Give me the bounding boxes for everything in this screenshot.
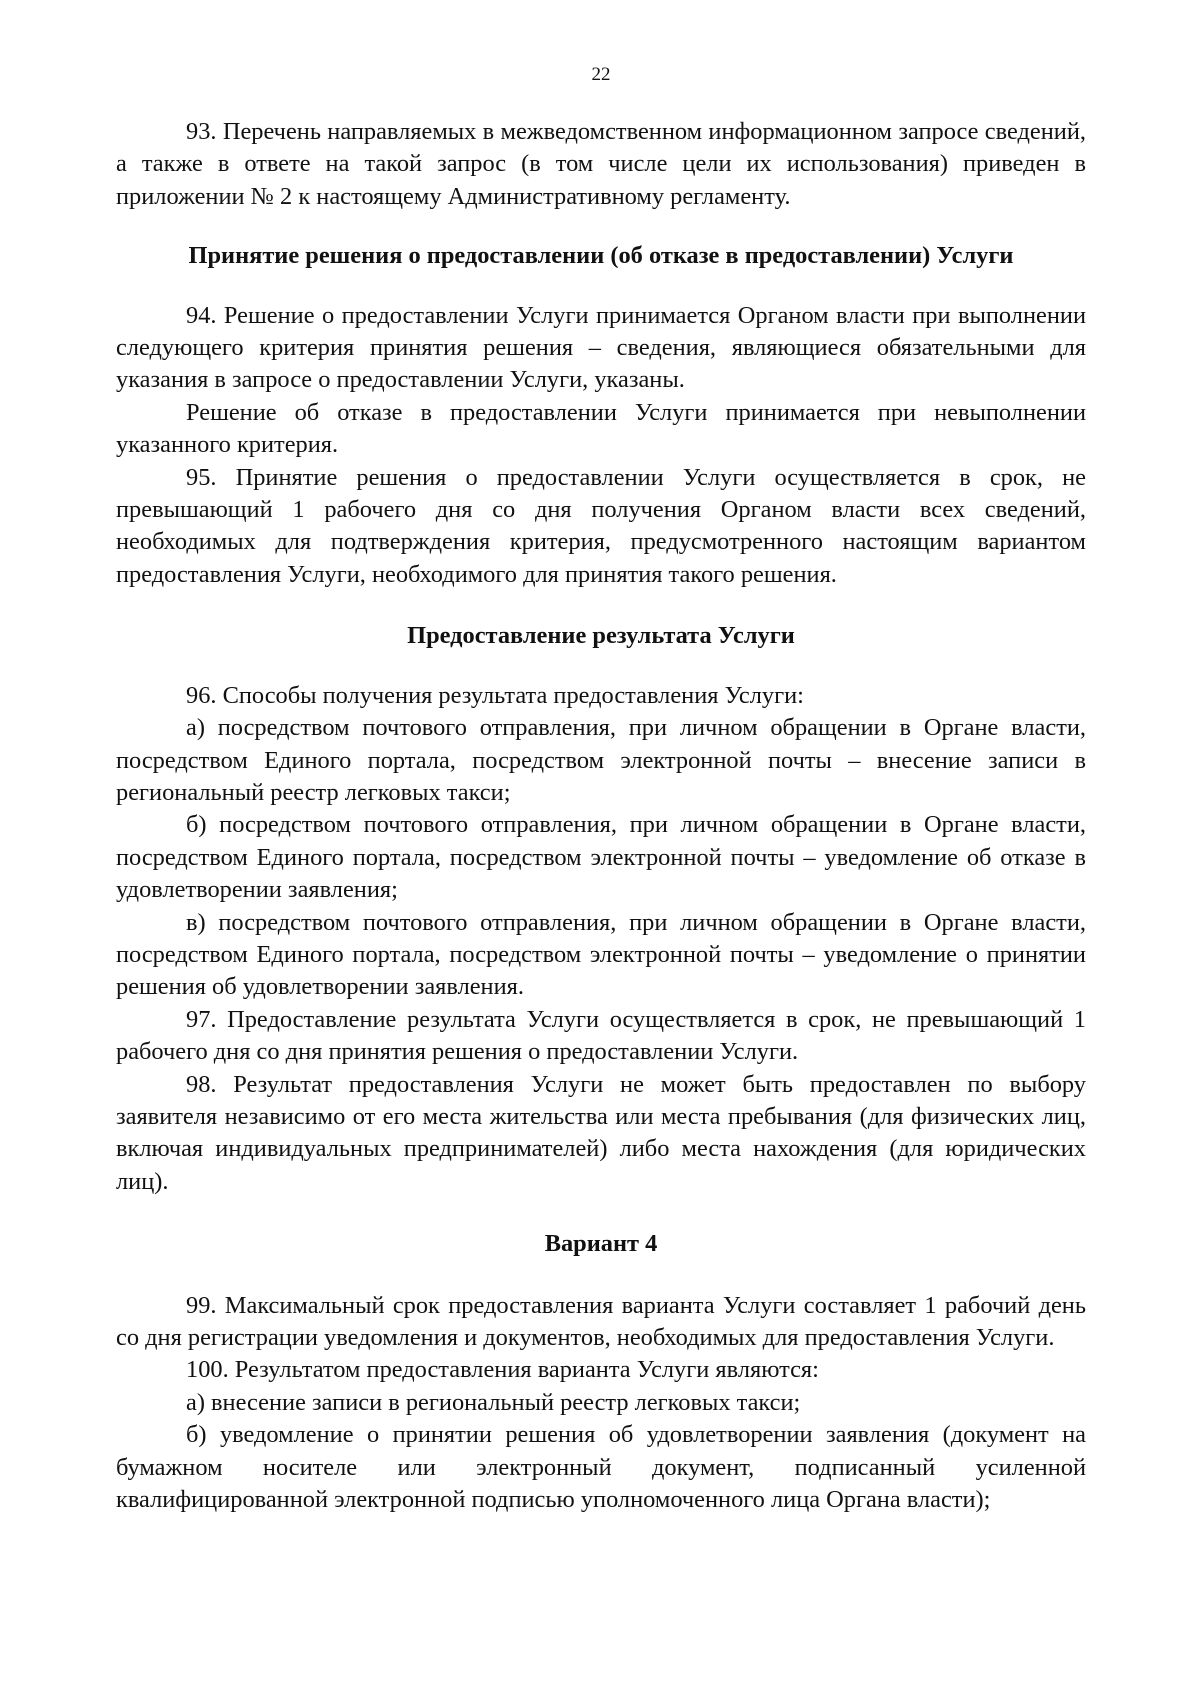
section-heading-result: Предоставление результата Услуги	[407, 622, 795, 650]
paragraph-94-refusal: Решение об отказе в предоставлении Услуги принимается при невыполнении указанного критерия.	[116, 398, 1086, 459]
paragraph-94: 94. Решение о предоставлении Услуги принимается Органом власти при выполнении следующего критерия принятия решения – сведения, являющиеся обязательными для указания в запросе о предоставлении Услуги, указаны.	[116, 301, 1086, 394]
paragraph-100-a: а) внесение записи в региональный реестр легковых такси;	[186, 1388, 801, 1416]
section-heading-variant-4: Вариант 4	[544, 1230, 658, 1258]
paragraph-95: 95. Принятие решения о предоставлении Услуги осуществляется в срок, не превышающий 1 рабочего дня со дня получения Органом власти всех сведений, необходимых для подтверждения критерия, предусмотренного настоящим вариантом предоставления Услуги, необходимого для принятия такого решения.	[116, 463, 1086, 588]
paragraph-98: 98. Результат предоставления Услуги не может быть предоставлен по выбору заявителя независимо от его места жительства или места пребывания (для физических лиц, включая индивидуальных предпринимателей) либо места нахождения (для юридических лиц).	[116, 1070, 1086, 1195]
paragraph-100-b: б) уведомление о принятии решения об удовлетворении заявления (документ на бумажном носителе или электронный документ, подписанный усиленной квалифицированной электронной подписью уполномоченного лица Органа власти);	[116, 1421, 1086, 1514]
page-number: 22	[591, 64, 611, 85]
section-heading-decision: Принятие решения о предоставлении (об отказе в предоставлении) Услуги	[188, 242, 1014, 270]
paragraph-100: 100. Результатом предоставления варианта Услуги являются:	[186, 1356, 819, 1384]
document-page	[116, 62, 1086, 1516]
paragraph-96-a: а) посредством почтового отправления, при личном обращении в Органе власти, посредством Единого портала, посредством электронной почты – внесение записи в региональный реестр легковых такси;	[116, 714, 1086, 806]
paragraph-97: 97. Предоставление результата Услуги осуществляется в срок, не превышающий 1 рабочего дня со дня принятия решения о предоставлении Услуги.	[116, 1005, 1086, 1066]
paragraph-96: 96. Способы получения результата предоставления Услуги:	[186, 681, 804, 709]
paragraph-96-b: б) посредством почтового отправления, при личном обращении в Органе власти, посредством Единого портала, посредством электронной почты – уведомление об отказе в удовлетворении заявления;	[116, 811, 1086, 904]
paragraph-93: 93. Перечень направляемых в межведомственном информационном запросе сведений, а также в ответе на такой запрос (в том числе цели их использования) приведен в приложении № 2 к настоящему Административному регламенту.	[116, 118, 1086, 210]
paragraph-99: 99. Максимальный срок предоставления варианта Услуги составляет 1 рабочий день со дня регистрации уведомления и документов, необходимых для предоставления Услуги.	[116, 1291, 1086, 1351]
paragraph-96-c: в) посредством почтового отправления, при личном обращении в Органе власти, посредством Единого портала, посредством электронной почты – уведомление о принятии решения об удовлетворении заявления.	[116, 908, 1086, 1001]
